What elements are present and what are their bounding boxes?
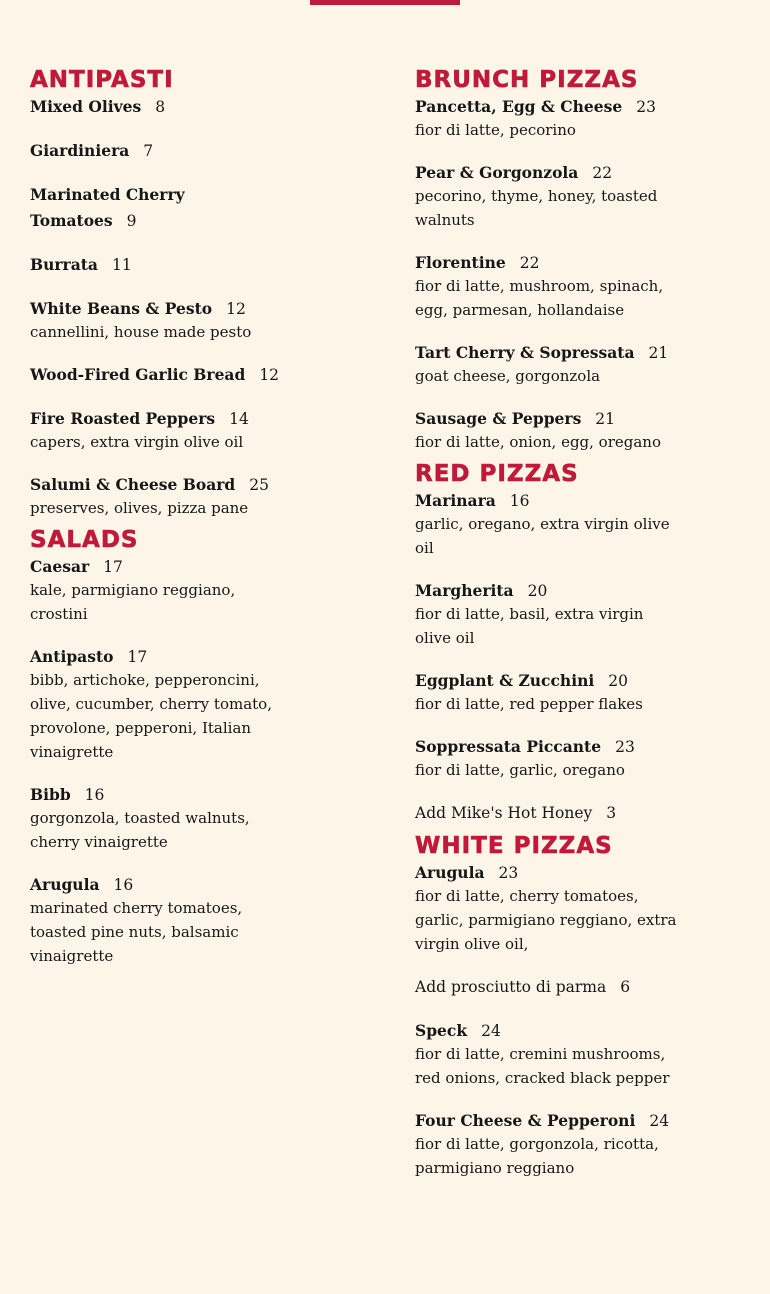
item-name: Salumi & Cheese Board [30,475,236,494]
item-description: marinated cherry tomatoes, toasted pine nuts, balsamic vinaigrette [30,899,243,965]
menu-item [415,94,677,142]
menu-item-title [30,138,280,164]
item-price: 23 [615,738,635,756]
menu-item [30,472,280,520]
menu-item-title [415,734,677,760]
menu-item [30,554,280,626]
item-price: 3 [606,804,617,822]
menu-item-title [30,362,280,388]
item-name: Burrata [30,255,98,274]
item-price: 16 [509,492,530,510]
menu-item [415,668,677,716]
menu-item [30,94,280,120]
item-price: 17 [103,558,123,576]
menu-item-title [30,644,280,670]
menu-item-title [415,1108,677,1134]
item-price: 7 [143,142,154,160]
section-heading: BRUNCH PIZZAS [415,67,639,93]
top-accent-bar [310,0,460,5]
menu-item-title [30,406,280,432]
menu-item-title [415,1018,677,1044]
menu-item [30,362,280,388]
item-name: Pear & Gorgonzola [415,163,579,182]
menu-item-title [30,94,280,120]
menu-item-title [415,250,677,276]
item-description: pecorino, thyme, honey, toasted walnuts [415,187,658,229]
item-name: Tart Cherry & Sopressata [415,343,635,362]
item-description: cannellini, house made pesto [30,323,252,341]
menu-item [30,252,280,278]
item-name: Arugula [415,863,485,882]
item-name: Four Cheese & Pepperoni [415,1111,636,1130]
menu-item [415,578,677,650]
menu-item [415,406,677,454]
menu-item-title [415,578,677,604]
menu-item [30,782,280,854]
item-price: 14 [229,410,249,428]
item-description: fior di latte, pecorino [415,121,576,139]
item-price: 20 [608,672,628,690]
item-name: Marinated Cherry Tomatoes [30,185,185,230]
section-brunch-pizzas [415,66,677,454]
section-heading: RED PIZZAS [415,461,579,487]
item-price: 16 [113,876,134,894]
menu-item-title [415,406,677,432]
menu-item [30,406,280,454]
menu-item [30,644,280,764]
menu-item-title [415,800,677,826]
item-price: 17 [127,648,148,666]
item-name: Arugula [30,875,100,894]
menu-item-title [415,160,677,186]
menu-column-left [30,66,280,974]
item-name: Bibb [30,785,71,804]
menu-item [415,1108,677,1180]
item-price: 6 [620,978,631,996]
item-price: 20 [527,582,548,600]
menu-item-title [30,296,280,322]
menu-item [30,872,280,968]
item-description: goat cheese, gorgonzola [415,367,601,385]
item-name: Wood-Fired Garlic Bread [30,365,246,384]
menu-column-right [415,66,677,1186]
menu-item [415,160,677,232]
menu-item [30,138,280,164]
menu-item-title [415,488,677,514]
item-price: 21 [648,344,669,362]
item-description: fior di latte, cherry tomatoes, garlic, parmigiano reggiano, extra virgin olive oil, [415,887,677,953]
menu-item [415,974,677,1000]
menu-item [415,340,677,388]
menu-item-title [30,872,280,898]
item-description: gorgonzola, toasted walnuts, cherry vinaigrette [30,809,250,851]
menu-item-title [415,668,677,694]
item-name: Soppressata Piccante [415,737,602,756]
item-description: kale, parmigiano reggiano, crostini [30,581,236,623]
item-price: 16 [84,786,105,804]
section-antipasti [30,66,280,520]
menu-item-title [30,554,280,580]
item-price: 22 [519,254,540,272]
item-description: fior di latte, onion, egg, oregano [415,433,661,451]
section-salads [30,526,280,968]
item-name: White Beans & Pesto [30,299,213,318]
item-price: 22 [592,164,613,182]
item-name: Eggplant & Zucchini [415,671,595,690]
item-price: 12 [259,366,280,384]
menu-item-title [415,974,677,1000]
item-price: 9 [126,212,137,230]
item-name: Caesar [30,557,90,576]
item-description: garlic, oregano, extra virgin olive oil [415,515,670,557]
item-price: 24 [649,1112,670,1130]
menu-item [415,734,677,782]
menu-item [30,182,280,234]
item-name: Add prosciutto di parma [415,978,607,996]
section-heading: WHITE PIZZAS [415,833,613,859]
item-description: capers, extra virgin olive oil [30,433,244,451]
menu-item-title [30,182,280,234]
item-name: Margherita [415,581,514,600]
item-name: Pancetta, Egg & Cheese [415,97,623,116]
menu-item [415,488,677,560]
menu-item-title [415,340,677,366]
section-red-pizzas [415,460,677,826]
item-name: Antipasto [30,647,114,666]
item-price: 8 [155,98,166,116]
item-name: Add Mike's Hot Honey [415,804,593,822]
item-description: bibb, artichoke, pepperoncini, olive, cucumber, cherry tomato, provolone, pepperoni, Italian vinaigrette [30,671,272,761]
item-name: Mixed Olives [30,97,142,116]
item-description: fior di latte, basil, extra virgin olive oil [415,605,644,647]
item-price: 11 [111,256,132,274]
item-description: fior di latte, mushroom, spinach, egg, parmesan, hollandaise [415,277,664,319]
menu-item-title [415,860,677,886]
item-price: 23 [498,864,519,882]
item-name: Fire Roasted Peppers [30,409,216,428]
item-name: Marinara [415,491,496,510]
menu-item-title [30,782,280,808]
item-description: fior di latte, cremini mushrooms, red onions, cracked black pepper [415,1045,670,1087]
item-price: 23 [636,98,656,116]
item-price: 12 [226,300,246,318]
menu-item [415,250,677,322]
item-description: fior di latte, garlic, oregano [415,761,625,779]
item-name: Giardiniera [30,141,130,160]
item-price: 25 [249,476,270,494]
item-name: Sausage & Peppers [415,409,582,428]
item-description: fior di latte, gorgonzola, ricotta, parmigiano reggiano [415,1135,659,1177]
menu-item-title [30,252,280,278]
item-name: Florentine [415,253,506,272]
item-description: fior di latte, red pepper flakes [415,695,643,713]
menu-item-title [415,94,677,120]
section-heading: ANTIPASTI [30,67,174,93]
menu-item [415,860,677,956]
menu-item [30,296,280,344]
item-price: 21 [595,410,616,428]
item-price: 24 [481,1022,501,1040]
item-name: Speck [415,1021,468,1040]
menu-item [415,800,677,826]
section-white-pizzas [415,832,677,1180]
item-description: preserves, olives, pizza pane [30,499,249,517]
section-heading: SALADS [30,527,139,553]
menu-item-title [30,472,280,498]
menu-item [415,1018,677,1090]
